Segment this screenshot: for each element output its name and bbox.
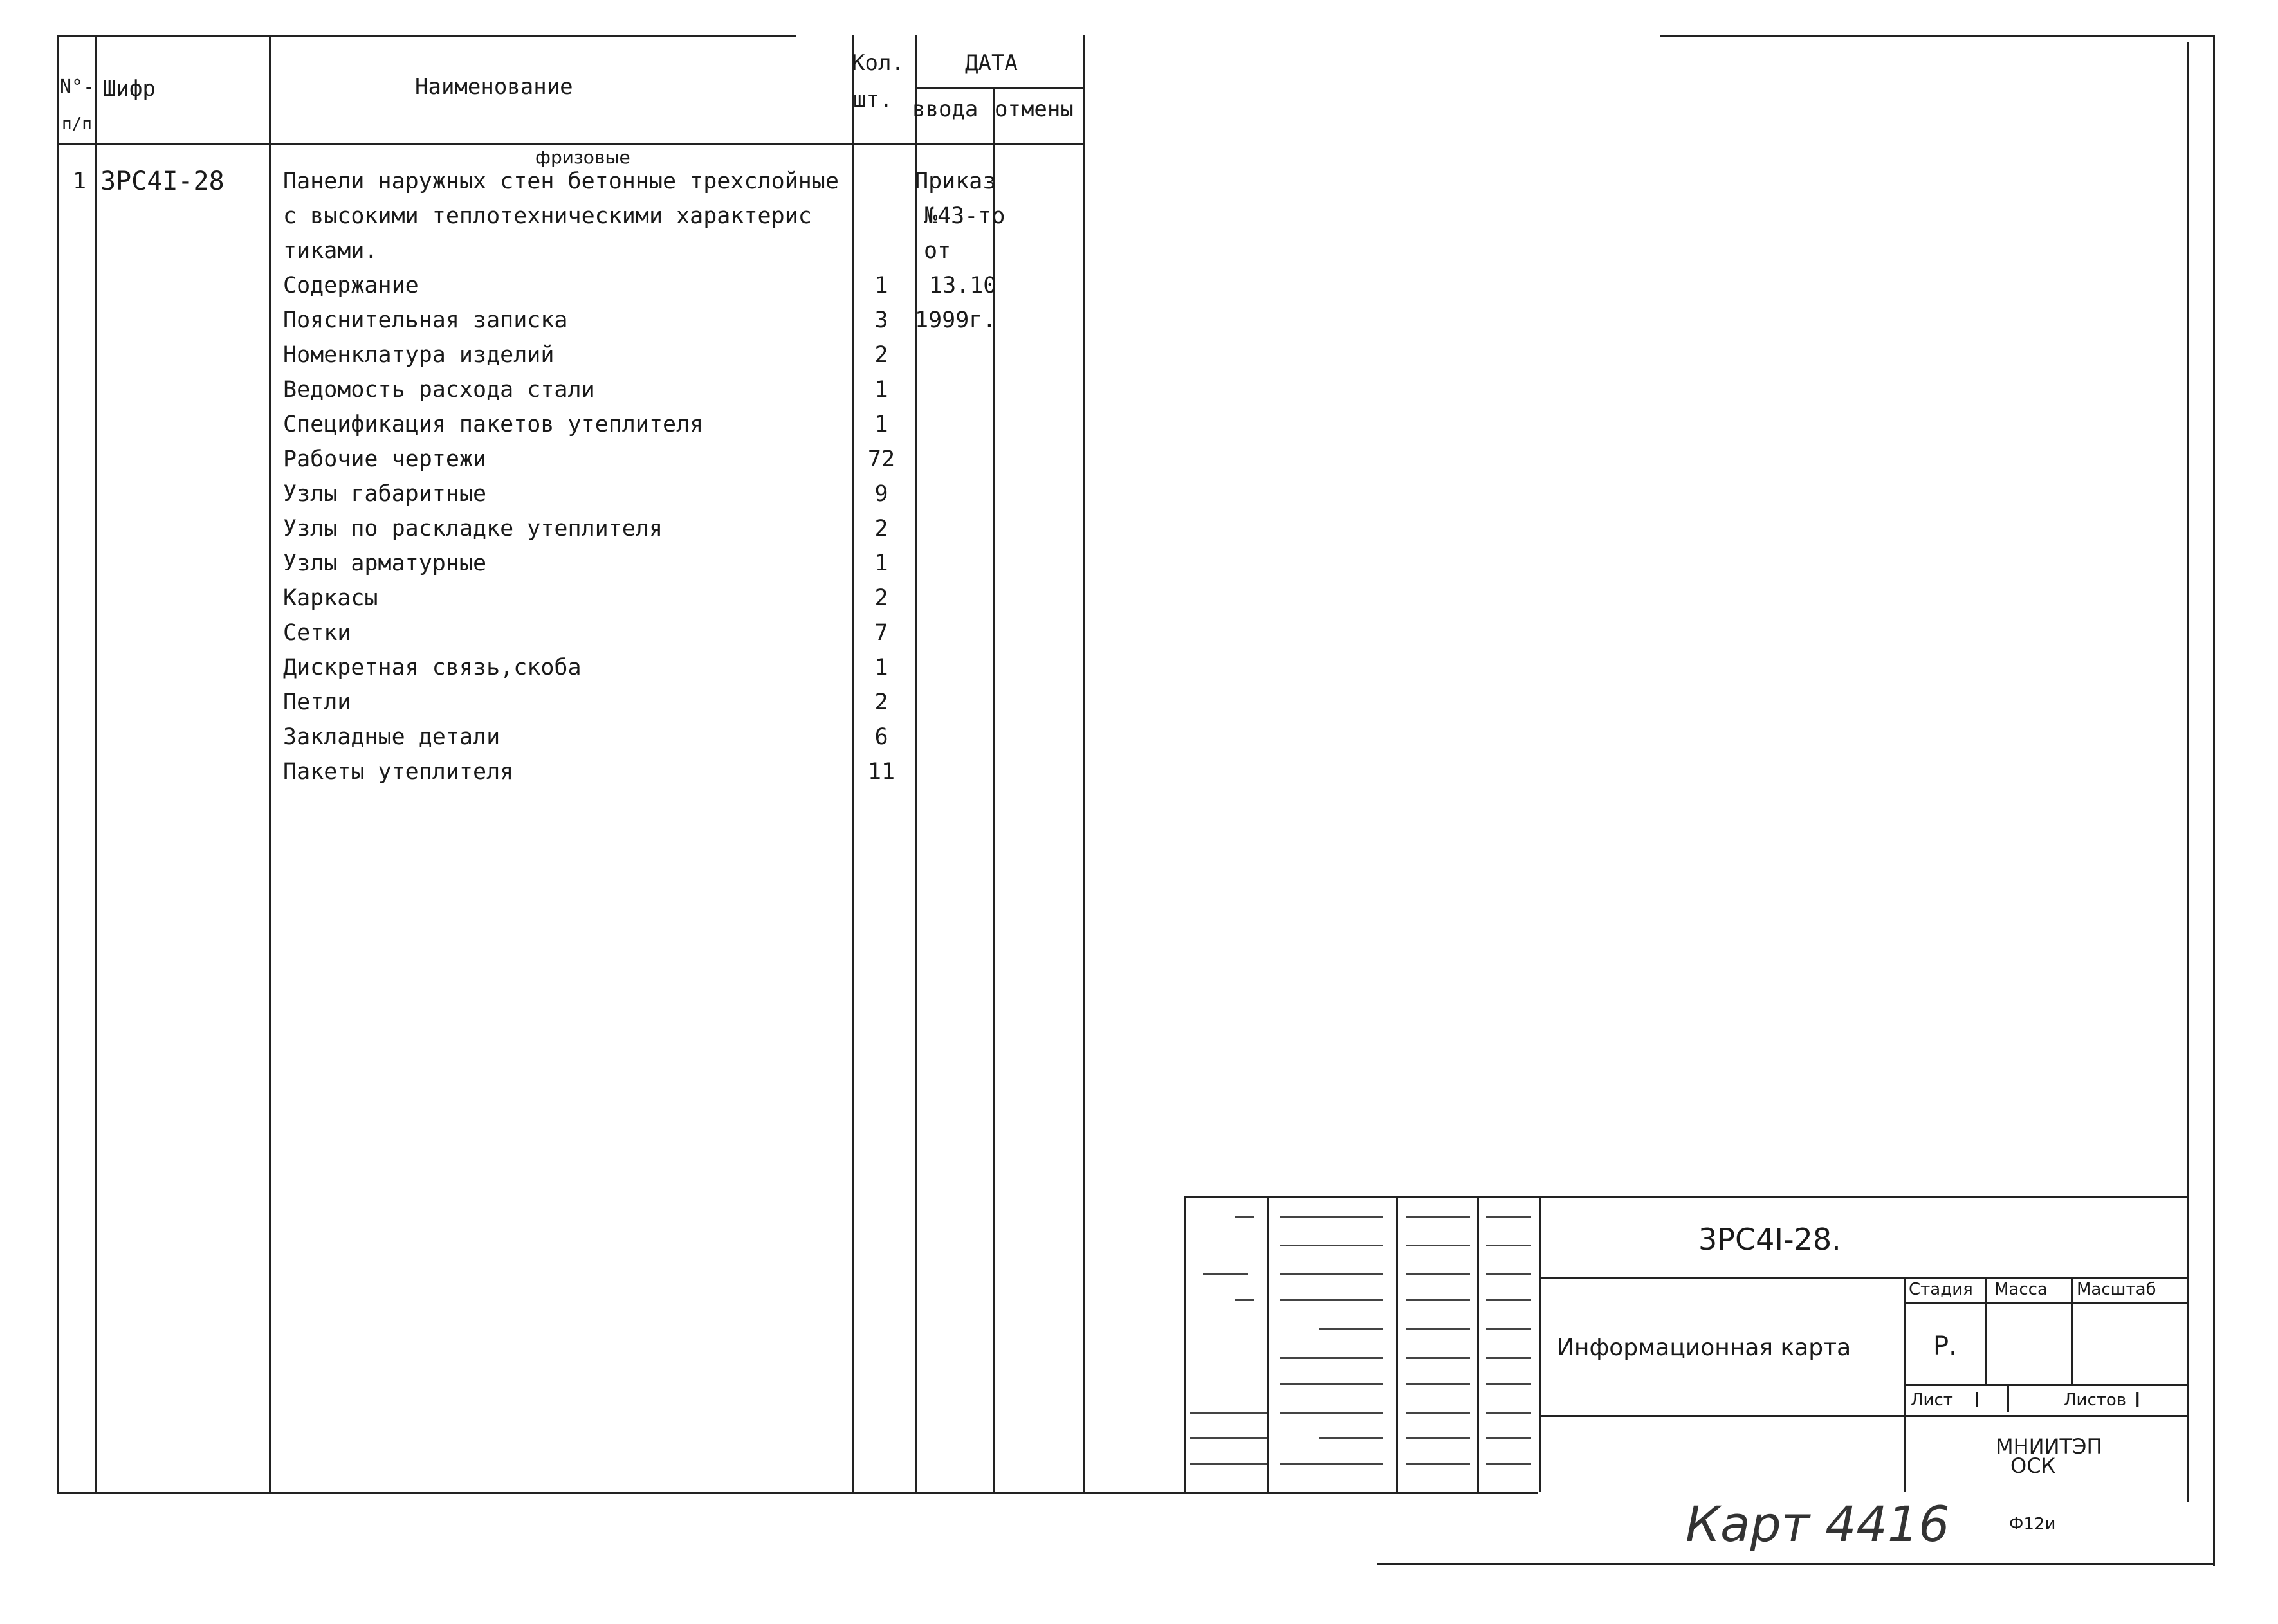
stamp-left xyxy=(1184,1196,1186,1492)
org-line1: МНИИТЭП xyxy=(1996,1434,2102,1459)
item-list xyxy=(283,268,703,789)
stamp-code: 3РС4I-28. xyxy=(1698,1222,1841,1257)
item-qty: 2 xyxy=(874,516,888,542)
stamp-col xyxy=(2071,1277,2073,1386)
stamp-dash xyxy=(1406,1299,1470,1301)
item-qty: 2 xyxy=(874,342,888,368)
order-line: от xyxy=(924,238,951,264)
handwritten-card-number: Карт 4416 xyxy=(1686,1495,1950,1553)
stamp-dash xyxy=(1406,1412,1470,1414)
sheet-label: Лист xyxy=(1911,1391,1953,1410)
stamp-dash xyxy=(1486,1216,1531,1218)
stamp-dash xyxy=(1319,1437,1383,1439)
stamp-dash xyxy=(1406,1328,1470,1330)
entry-title xyxy=(283,164,839,268)
scale-label: Масштаб xyxy=(2077,1280,2156,1299)
list-item: Дискретная связь,скоба xyxy=(283,655,582,680)
order-line: 1999г. xyxy=(915,307,997,333)
order-line: Приказ xyxy=(915,169,997,194)
stamp-col xyxy=(1396,1196,1398,1492)
stamp-col xyxy=(1539,1196,1541,1492)
stamp-col xyxy=(2007,1386,2009,1412)
list-item: Каркасы xyxy=(283,585,378,611)
title-block xyxy=(1184,1196,2187,1492)
table-top-border xyxy=(57,35,796,37)
stamp-dash xyxy=(1486,1463,1531,1465)
item-qty: 6 xyxy=(874,724,888,750)
stamp-dash xyxy=(1203,1273,1248,1275)
item-qty: 11 xyxy=(867,759,896,785)
stamp-dash xyxy=(1406,1463,1470,1465)
header-num: N°- xyxy=(60,76,95,98)
stamp-dash xyxy=(1235,1216,1254,1218)
column-divider xyxy=(95,35,97,1494)
header-code: Шифр xyxy=(103,76,156,102)
item-qty: 1 xyxy=(874,273,888,298)
stamp-dash xyxy=(1280,1383,1383,1385)
list-item: Узлы габаритные xyxy=(283,481,487,507)
stamp-dash xyxy=(1280,1463,1383,1465)
org-line2: ОСК xyxy=(2010,1454,2056,1478)
order-info xyxy=(915,164,1005,338)
item-qty: 9 xyxy=(874,481,888,507)
item-qty: 2 xyxy=(874,689,888,715)
item-qty: 7 xyxy=(874,620,888,646)
list-item: Номенклатура изделий xyxy=(283,342,555,368)
list-item: Рабочие чертежи xyxy=(283,446,487,472)
header-date: ДАТА xyxy=(965,50,1018,76)
entry-code: 3РС4I-28 xyxy=(100,167,225,196)
list-item: Ведомость расхода стали xyxy=(283,377,595,403)
header-date-in: ввода xyxy=(912,96,978,122)
list-item: Содержание xyxy=(283,273,419,298)
column-divider xyxy=(852,35,854,1494)
stamp-dash xyxy=(1190,1412,1267,1414)
stamp-dash xyxy=(1280,1299,1383,1301)
stamp-dash xyxy=(1486,1437,1531,1439)
table-bottom-border xyxy=(58,1492,1538,1494)
stamp-dash xyxy=(1486,1412,1531,1414)
stamp-dash xyxy=(1406,1216,1470,1218)
header-date-out: отмены xyxy=(995,96,1074,122)
sheets-value: I xyxy=(2135,1388,2141,1412)
handwritten-insert: фризовые xyxy=(535,147,630,168)
stamp-dash xyxy=(1406,1383,1470,1385)
stamp-dash xyxy=(1486,1357,1531,1359)
stamp-dash xyxy=(1280,1357,1383,1359)
stamp-dash xyxy=(1486,1245,1531,1246)
stamp-dash xyxy=(1280,1412,1383,1414)
list-item: Петли xyxy=(283,689,351,715)
list-item: Узлы по раскладке утеплителя xyxy=(283,516,663,542)
frame-top-border xyxy=(1660,35,2213,37)
mass-label: Масса xyxy=(1994,1280,2048,1299)
stamp-dash xyxy=(1235,1299,1254,1301)
stamp-dash xyxy=(1486,1383,1531,1385)
stamp-row xyxy=(1539,1415,2187,1417)
frame-right-border xyxy=(2187,42,2189,1502)
stamp-dash xyxy=(1280,1273,1383,1275)
header-qty: Кол. xyxy=(852,50,905,76)
stamp-top xyxy=(1184,1196,2187,1198)
stamp-dash xyxy=(1406,1357,1470,1359)
stamp-dash xyxy=(1486,1299,1531,1301)
sheets-label: Листов xyxy=(2064,1391,2127,1410)
stamp-dash xyxy=(1280,1216,1383,1218)
sheet-value: I xyxy=(1974,1388,1980,1412)
stamp-dash xyxy=(1406,1245,1470,1246)
header-bottom-border xyxy=(57,143,1083,145)
item-qty: 1 xyxy=(874,377,888,403)
stamp-row xyxy=(1904,1384,2187,1386)
stage-value: Р. xyxy=(1933,1331,1957,1361)
item-qty: 72 xyxy=(867,446,896,472)
stamp-col xyxy=(1985,1277,1987,1386)
entry-title-line: тиками. xyxy=(283,238,378,264)
stage-label: Стадия xyxy=(1909,1280,1973,1299)
stamp-row xyxy=(1539,1277,2187,1279)
frame-outer-right xyxy=(2213,35,2215,1566)
entry-title-line: с высокими теплотехническими характерис xyxy=(283,203,812,229)
item-qty: 1 xyxy=(874,655,888,680)
stamp-dash xyxy=(1319,1328,1383,1330)
form-code: Ф12и xyxy=(2009,1515,2056,1534)
list-item: Узлы арматурные xyxy=(283,551,487,576)
header-name: Наименование xyxy=(415,74,573,100)
stamp-dash xyxy=(1486,1273,1531,1275)
list-item: Пакеты утеплителя xyxy=(283,759,514,785)
entry-num: 1 xyxy=(73,169,87,194)
frame-outer-bottom xyxy=(1377,1563,2213,1565)
stamp-row xyxy=(1904,1302,2187,1304)
item-qty-list xyxy=(862,268,901,789)
item-qty: 1 xyxy=(874,551,888,576)
list-item: Закладные детали xyxy=(283,724,501,750)
table-right-border xyxy=(1083,35,1085,1494)
column-divider xyxy=(269,35,271,1494)
stamp-dash xyxy=(1486,1328,1531,1330)
list-item: Сетки xyxy=(283,620,351,646)
entry-title-line: Панели наружных стен бетонные трехслойные xyxy=(283,169,839,194)
item-qty: 3 xyxy=(874,307,888,333)
order-line: №43-то xyxy=(924,203,1006,229)
header-num-sub: п/п xyxy=(62,114,92,134)
list-item: Спецификация пакетов утеплителя xyxy=(283,412,704,437)
order-line: 13.10 xyxy=(929,273,997,298)
header-qty-unit: шт. xyxy=(853,87,893,113)
item-qty: 1 xyxy=(874,412,888,437)
stamp-title: Информационная карта xyxy=(1557,1335,1851,1361)
date-header-divider xyxy=(915,87,1083,89)
stamp-dash xyxy=(1190,1463,1267,1465)
stamp-dash xyxy=(1280,1245,1383,1246)
stamp-dash xyxy=(1190,1437,1267,1439)
table-left-border xyxy=(57,35,59,1494)
stamp-col xyxy=(1477,1196,1479,1492)
stamp-col xyxy=(1267,1196,1269,1492)
stamp-dash xyxy=(1406,1437,1470,1439)
list-item: Пояснительная записка xyxy=(283,307,568,333)
item-qty: 2 xyxy=(874,585,888,611)
stamp-dash xyxy=(1406,1273,1470,1275)
